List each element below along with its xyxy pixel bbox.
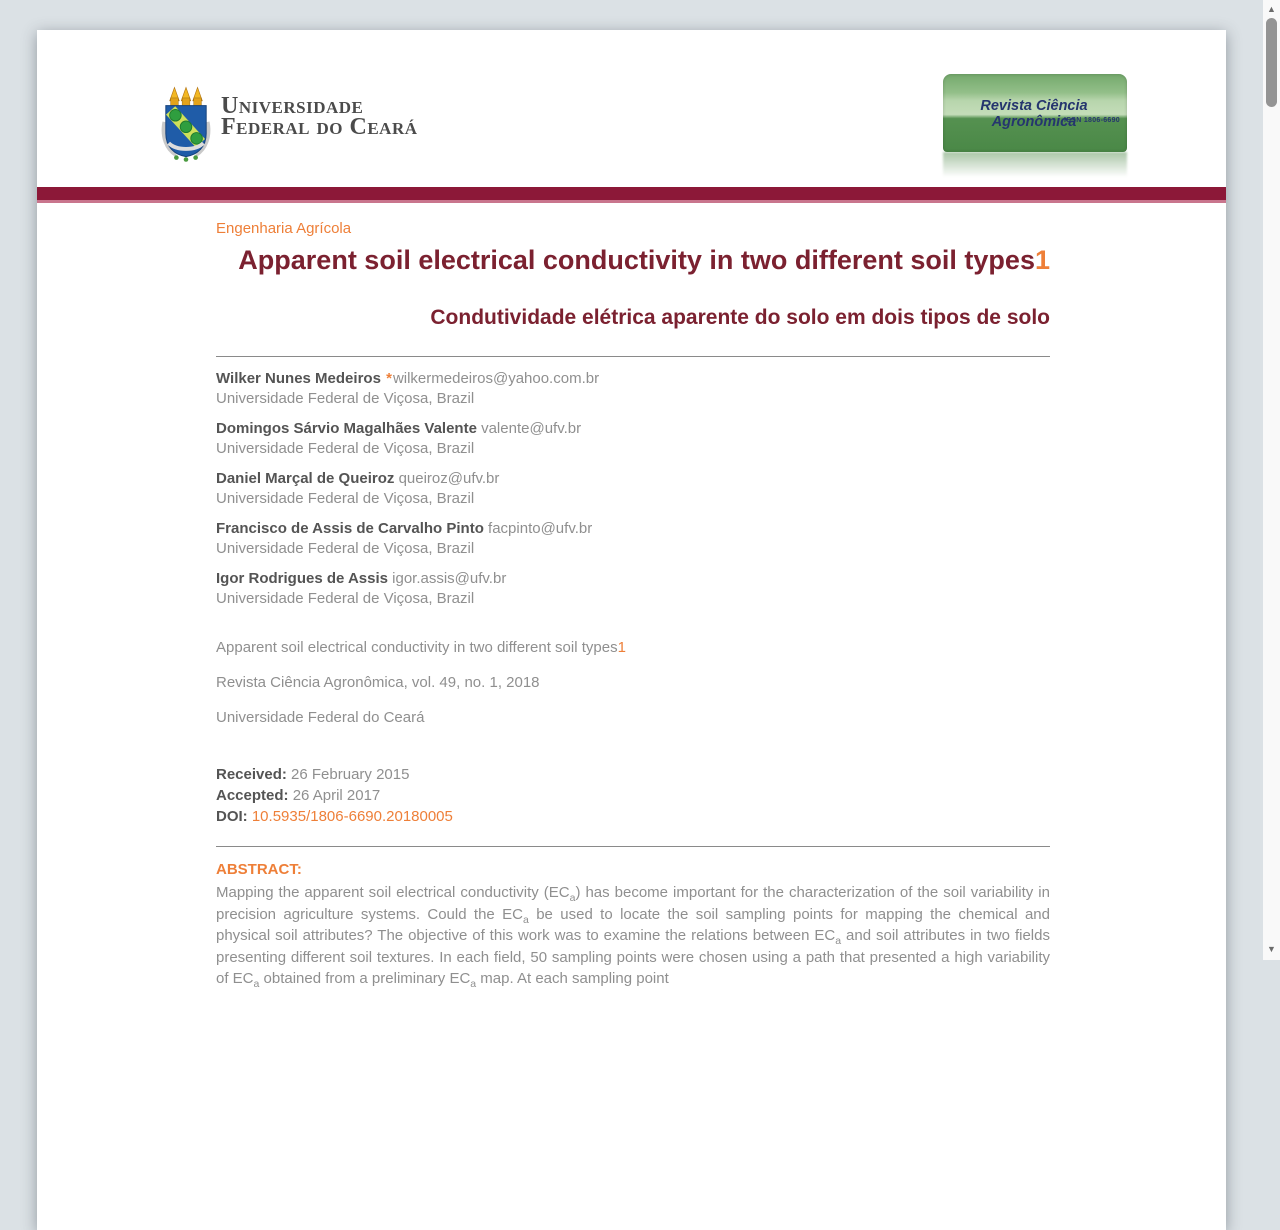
title-footnote-link[interactable]: 1: [1034, 245, 1050, 275]
author-affiliation: Universidade Federal de Viçosa, Brazil: [216, 490, 475, 507]
citation-publisher-line: Universidade Federal do Ceará: [216, 709, 425, 726]
article-subtitle: Condutividade elétrica aparente do solo em dois tipos de solo: [430, 306, 1050, 329]
article-page-card: [37, 30, 1226, 1230]
author-name: Daniel Marçal de Queiroz: [216, 470, 395, 487]
section-link[interactable]: Engenharia Agrícola: [216, 220, 352, 237]
doi-link[interactable]: 10.5935/1806-6690.20180005: [251, 808, 453, 825]
ufc-wordmark-line1: Universidade: [221, 93, 364, 119]
citation-title-line: [216, 637, 1050, 658]
received-date: 26 February 2015: [286, 766, 410, 783]
scrollbar-thumb[interactable]: [1266, 18, 1277, 107]
abstract-text: Mapping the apparent soil electrical conductivity $(EC_a)$ has become important for the characterization of the soil variability in precision agriculture systems. Could the $EC_a$ be used to locate the soil sampling points for mapping the chemical and physical soil attributes? The objective of this work was to examine the relations between $EC_a$ and soil attributes in two fields presenting different soil textures. In each field, 50 sampling points were chosen using a path that presented a high variability of $EC_a$ obtained from a preliminary $EC_a$ map. At each sampling point: [216, 884, 1050, 990]
author-email: facpinto@ufv.br: [488, 520, 593, 537]
scrollbar-up-icon[interactable]: ▲: [1267, 4, 1276, 14]
journal-banner-title: Revista Ciência Agronômica: [980, 98, 1088, 130]
article-title: [216, 242, 1050, 278]
citation-footnote-link[interactable]: 1: [617, 639, 626, 656]
author-line: [216, 469, 1050, 489]
author-name: Francisco de Assis de Carvalho Pinto: [216, 520, 484, 537]
author-email: queiroz@ufv.br: [398, 470, 500, 487]
author-block: [216, 469, 1050, 509]
author-name: Domingos Sárvio Magalhães Valente: [216, 420, 477, 437]
journal-banner-link[interactable]: [943, 74, 1127, 152]
author-line: [216, 569, 1050, 589]
author-line: [216, 369, 1050, 389]
author-affiliation: Universidade Federal de Viçosa, Brazil: [216, 540, 475, 557]
scrollbar-down-icon[interactable]: ▼: [1267, 944, 1276, 954]
journal-issn: ISSN 1806-6690: [1064, 117, 1120, 124]
masthead: [37, 30, 1226, 187]
accepted-date: 26 April 2017: [288, 787, 381, 804]
ufc-wordmark: [221, 93, 418, 140]
author-line: [216, 419, 1050, 439]
author-name: Igor Rodrigues de Assis: [216, 570, 388, 587]
author-block: [216, 419, 1050, 459]
abstract-heading: ABSTRACT:: [216, 861, 302, 878]
author-affiliation: Universidade Federal de Viçosa, Brazil: [216, 390, 475, 407]
article-meta: [216, 764, 1050, 827]
article-title-text: Apparent soil electrical conductivity in two different soil types: [238, 245, 1035, 275]
authors-divider: [216, 356, 1050, 357]
ufc-logo-link[interactable]: [161, 82, 418, 162]
citation-block: [216, 637, 1050, 728]
received-label: Received:: [216, 766, 287, 783]
doi-label: DOI:: [216, 808, 248, 825]
author-block: [216, 569, 1050, 609]
accepted-label: Accepted:: [216, 787, 289, 804]
citation-title-text: Apparent soil electrical conductivity in two different soil types: [216, 639, 618, 656]
abstract-divider: [216, 846, 1050, 847]
author-email: igor.assis@ufv.br: [392, 570, 507, 587]
corresponding-author-marker: *: [386, 370, 392, 387]
author-email: wilkermedeiros@yahoo.com.br: [392, 370, 600, 387]
journal-banner-reflection: [943, 152, 1127, 180]
article-content: [37, 203, 1226, 1050]
received-line: [216, 764, 1050, 785]
authors-list: [216, 369, 1050, 609]
citation-journal-line: Revista Ciência Agronômica, vol. 49, no. 1, 2018: [216, 674, 540, 691]
ufc-crest-icon: [161, 82, 211, 162]
author-line: [216, 519, 1050, 539]
author-block: [216, 519, 1050, 559]
accepted-line: [216, 785, 1050, 806]
author-email: valente@ufv.br: [481, 420, 582, 437]
author-name: Wilker Nunes Medeiros: [216, 370, 381, 387]
maroon-divider-bar: [37, 187, 1226, 200]
author-affiliation: Universidade Federal de Viçosa, Brazil: [216, 590, 475, 607]
doi-line: [216, 806, 1050, 827]
vertical-scrollbar[interactable]: [1263, 0, 1280, 960]
author-block: [216, 369, 1050, 409]
author-affiliation: Universidade Federal de Viçosa, Brazil: [216, 440, 475, 457]
ufc-wordmark-line2: Federal do Ceará: [221, 114, 418, 140]
